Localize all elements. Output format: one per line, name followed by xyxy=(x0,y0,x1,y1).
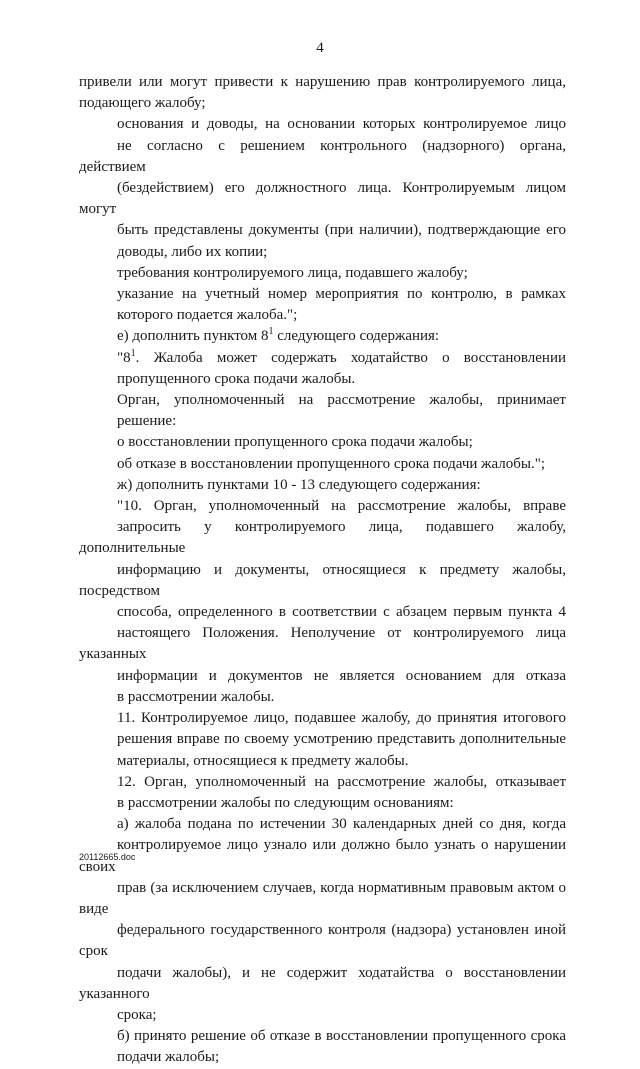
text-line: б) принято решение об отказе в восстановлении пропущенного срока xyxy=(117,1028,566,1045)
text-line: информацию и документы, относящиеся к предмету жалобы, посредством xyxy=(79,561,566,599)
text-line: федерального государственного контроля (надзора) установлен иной срок xyxy=(79,922,566,960)
paragraph-refuse-restore xyxy=(79,454,566,475)
superscript: 1 xyxy=(130,347,136,359)
paragraph-decision xyxy=(79,390,566,432)
text-line: об отказе в восстановлении пропущенного срока подачи жалобы."; xyxy=(117,455,546,472)
superscript: 1 xyxy=(268,326,274,338)
paragraph-12-b xyxy=(79,1026,566,1068)
text-line: в рассмотрении жалобы. xyxy=(117,688,275,705)
document-body xyxy=(79,72,566,1069)
text-line: "$8^1$. Жалоба может содержать ходатайство о восстановлении xyxy=(117,347,566,366)
text-line: быть представлены документы (при наличии), подтверждающие его xyxy=(117,222,566,239)
text-line: ж) дополнить пунктами 10 - 13 следующего содержания: xyxy=(117,476,481,493)
text-line: запросить у контролируемого лица, подавшего жалобу, дополнительные xyxy=(79,519,566,557)
text-line: о восстановлении пропущенного срока подачи жалобы; xyxy=(117,434,473,451)
paragraph-12-a xyxy=(79,814,566,1026)
text-line: решение: xyxy=(117,413,177,430)
text-line: 12. Орган, уполномоченный на рассмотрение жалобы, отказывает xyxy=(117,773,566,790)
text-line: Орган, уполномоченный на рассмотрение жалобы, принимает xyxy=(117,392,566,409)
paragraph-record-number xyxy=(79,284,566,326)
text-line: решения вправе по своему усмотрению представить дополнительные xyxy=(117,731,566,748)
text-line: привели или могут привести к нарушению прав контролируемого лица, xyxy=(79,74,566,90)
text-line: "10. Орган, уполномоченный на рассмотрение жалобы, вправе xyxy=(117,498,566,515)
text-line: подающего жалобу; xyxy=(79,95,206,112)
paragraph-item-zh xyxy=(79,475,566,496)
paragraph-continuation xyxy=(79,72,566,114)
text-line: основания и доводы, на основании которых контролируемое лицо xyxy=(117,116,566,133)
text-line: а) жалоба подана по истечении 30 календарных дней со дня, когда xyxy=(117,816,566,833)
text-line: подачи жалобы; xyxy=(117,1049,220,1066)
paragraph-restore xyxy=(79,432,566,453)
text-line: пропущенного срока подачи жалобы. xyxy=(117,370,356,387)
page-number: 4 xyxy=(316,40,324,56)
text-line: прав (за исключением случаев, когда нормативным правовым актом о виде xyxy=(79,879,566,917)
text-line: способа, определенного в соответствии с абзацем первым пункта 4 xyxy=(117,604,566,621)
text-line: информации и документов не является основанием для отказа xyxy=(117,667,566,684)
paragraph-requirements xyxy=(79,263,566,284)
text-line: подачи жалобы), и не содержит ходатайства о восстановлении указанного xyxy=(79,964,566,1002)
paragraph-12 xyxy=(79,772,566,814)
text-line: настоящего Положения. Неполучение от контролируемого лица указанных xyxy=(79,625,566,663)
text-line: в рассмотрении жалобы по следующим основаниям: xyxy=(117,794,454,811)
file-name-footer: 20112665.doc xyxy=(79,852,136,862)
text-line: требования контролируемого лица, подавшего жалобу; xyxy=(117,264,468,281)
text-line: 11. Контролируемое лицо, подавшее жалобу, до принятия итогового xyxy=(117,710,566,727)
text-line: указание на учетный номер мероприятия по контролю, в рамках xyxy=(117,286,566,303)
text-line: не согласно с решением контрольного (надзорного) органа, действием xyxy=(79,137,566,175)
text-line: которого подается жалоба."; xyxy=(117,307,298,324)
paragraph-grounds xyxy=(79,114,566,262)
paragraph-11 xyxy=(79,708,566,772)
text-line: доводы, либо их копии; xyxy=(117,243,268,260)
text-line: (бездействием) его должностного лица. Контролируемым лицом могут xyxy=(79,180,566,218)
paragraph-8-1 xyxy=(79,348,566,390)
text-line: материалы, относящиеся к предмету жалобы. xyxy=(117,752,409,769)
paragraph-10 xyxy=(79,496,566,708)
text-line: срока; xyxy=(117,1006,157,1023)
paragraph-item-e xyxy=(79,326,566,347)
text-line: е) дополнить пунктом $8^1$ следующего содержания: xyxy=(117,326,440,345)
text-line: контролируемое лицо узнало или должно было узнать о нарушении своих xyxy=(79,837,566,875)
